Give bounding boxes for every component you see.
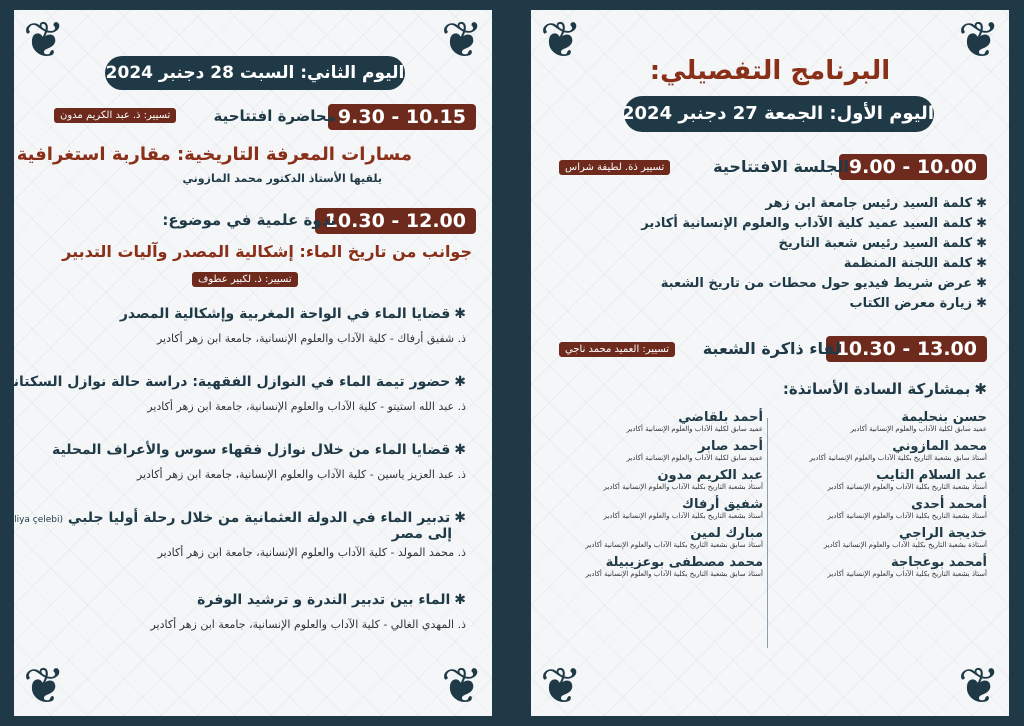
participant: عبد السلام التايب أستاذ بشعبة التاريخ بكلية الآداب والعلوم الإنسانية أكادير xyxy=(827,468,987,491)
ornament-corner-icon: ❦ xyxy=(958,657,1000,715)
day-two-banner: اليوم الثاني: السبت 28 دجنبر 2024 xyxy=(105,56,405,90)
paper-topic: ✱حضور تيمة الماء في النوازل الفقهية: دراسة حالة نوازل السكتاني ذ. عبد الله استيتو - كلية الآداب والعلوم الإنسانية، جامعة ابن زهر أكادير xyxy=(0,374,466,413)
lecture-speaker: يلقيها الأستاذ الدكتور محمد المازوني xyxy=(182,172,382,185)
ornament-corner-icon: ❦ xyxy=(23,657,65,715)
ornament-corner-icon: ❦ xyxy=(958,11,1000,69)
ornament-corner-icon: ❦ xyxy=(441,657,483,715)
participant: أمحمد بوعجاجة أستاذ بشعبة التاريخ بكلية الآداب والعلوم الإنسانية أكادير xyxy=(827,555,987,578)
lecture-title: مسارات المعرفة التاريخية: مقاربة استغرافية xyxy=(16,144,412,165)
ornament-corner-icon: ❦ xyxy=(540,11,582,69)
program-page-day-two xyxy=(0,10,492,716)
ornament-corner-icon: ❦ xyxy=(23,11,65,69)
list-item: ✱عرض شريط فيديو حول محطات من تاريخ الشعبة xyxy=(660,276,987,291)
session-time: 9.00 - 10.00 xyxy=(839,154,987,180)
moderator-badge: تسيير: ذ. لكبير عطوف xyxy=(192,272,298,287)
session-title: ندوة علمية في موضوع: xyxy=(162,211,336,229)
column-divider xyxy=(767,418,768,648)
session-title: الجلسة الافتتاحية xyxy=(713,157,849,176)
session-title: لقاء ذاكرة الشعبة xyxy=(702,339,841,358)
participant: عبد الكريم مدون أستاذ بشعبة التاريخ بكلية الآداب والعلوم الإنسانية أكادير xyxy=(603,468,763,491)
participant: حسن بنحليمة عميد سابق لكلية الآداب والعلوم الإنسانية أكادير xyxy=(850,410,987,433)
moderator-badge: تسيير: العميد محمد ناجي xyxy=(559,342,675,357)
list-item: ✱كلمة السيد رئيس شعبة التاريخ xyxy=(778,236,987,251)
paper-topic: ✱قضايا الماء من خلال نوازل فقهاء سوس والأعراف المحلية ذ. عبد العزيز ياسين - كلية الآداب والعلوم الإنسانية، جامعة ابن زهر أكادير xyxy=(52,442,466,481)
session-title: محاضرة افتتاحية xyxy=(213,107,336,125)
list-item: ✱كلمة السيد رئيس جامعة ابن زهر xyxy=(765,196,987,211)
participant: محمد مصطفى بوعزيبيلة أستاذ سابق بشعبة التاريخ بكلية الآداب والعلوم الإنسانية أكادير xyxy=(585,555,763,578)
ornament-corner-icon: ❦ xyxy=(540,657,582,715)
participant: أمحمد أحدى أستاذ بشعبة التاريخ بكلية الآداب والعلوم الإنسانية أكادير xyxy=(827,497,987,520)
day-one-banner: اليوم الأول: الجمعة 27 دجنبر 2024 xyxy=(624,96,934,132)
moderator-badge: تسيير: ذ. عبد الكريم مدون xyxy=(54,108,176,123)
session-time: 10.30 - 12.00 xyxy=(315,208,476,234)
paper-topic: ✱الماء بين تدبير الندرة و ترشيد الوفرة ذ. المهدي الغالي - كلية الآداب والعلوم الإنسانية، جامعة ابن زهر أكادير xyxy=(150,592,466,631)
program-title: البرنامج التفصيلي: xyxy=(649,56,891,86)
participants-heading: ✱بمشاركة السادة الأساتذة: xyxy=(782,380,987,398)
opening-items-list xyxy=(641,196,987,316)
participant: مبارك لمين أستاذ سابق بشعبة التاريخ بكلية الآداب والعلوم الإنسانية أكادير xyxy=(585,526,763,549)
ornament-corner-icon: ❦ xyxy=(441,11,483,69)
session-time: 9.30 - 10.15 xyxy=(328,104,476,130)
participant: خديجة الراجي أستاذة بشعبة التاريخ بكلية الآداب والعلوم الإنسانية أكادير xyxy=(823,526,987,549)
session-time: 10.30 - 13.00 xyxy=(826,336,987,362)
participant: أحمد بلقاضي عميد سابق لكلية الآداب والعلوم الإنسانية أكادير xyxy=(626,410,763,433)
participants-column-left xyxy=(543,410,763,584)
paper-topic: ✱تدبير الماء في الدولة العثمانية من خلال رحلة أوليا جلبي (Evliya çelebi إلى مصر ذ. محمد المولد - كلية الآداب والعلوم الإنسانية، جامعة ابن زهر أكادير xyxy=(3,510,466,559)
participant: محمد المازوني أستاذ سابق بشعبة التاريخ بكلية الآداب والعلوم الإنسانية أكادير xyxy=(809,439,987,462)
participants-column-right xyxy=(767,410,987,584)
list-item: ✱كلمة اللجنة المنظمة xyxy=(843,256,987,271)
paper-topic: ✱قضايا الماء في الواحة المغربية وإشكالية المصدر ذ. شفيق أرفاك - كلية الآداب والعلوم الإنسانية، جامعة ابن زهر أكادير xyxy=(119,306,466,345)
participant: أحمد صابر عميد سابق لكلية الآداب والعلوم الإنسانية أكادير xyxy=(626,439,763,462)
moderator-badge: تسيير ذة. لطيفة شراس xyxy=(559,160,670,175)
list-item: ✱زيارة معرض الكتاب xyxy=(849,296,987,311)
symposium-theme: جوانب من تاريخ الماء: إشكالية المصدر وآليات التدبير xyxy=(62,242,472,261)
participant: شفيق أرفاك أستاذ بشعبة التاريخ بكلية الآداب والعلوم الإنسانية أكادير xyxy=(603,497,763,520)
list-item: ✱كلمة السيد عميد كلية الآداب والعلوم الإنسانية أكادير xyxy=(641,216,987,231)
program-page-day-one xyxy=(531,10,1009,716)
